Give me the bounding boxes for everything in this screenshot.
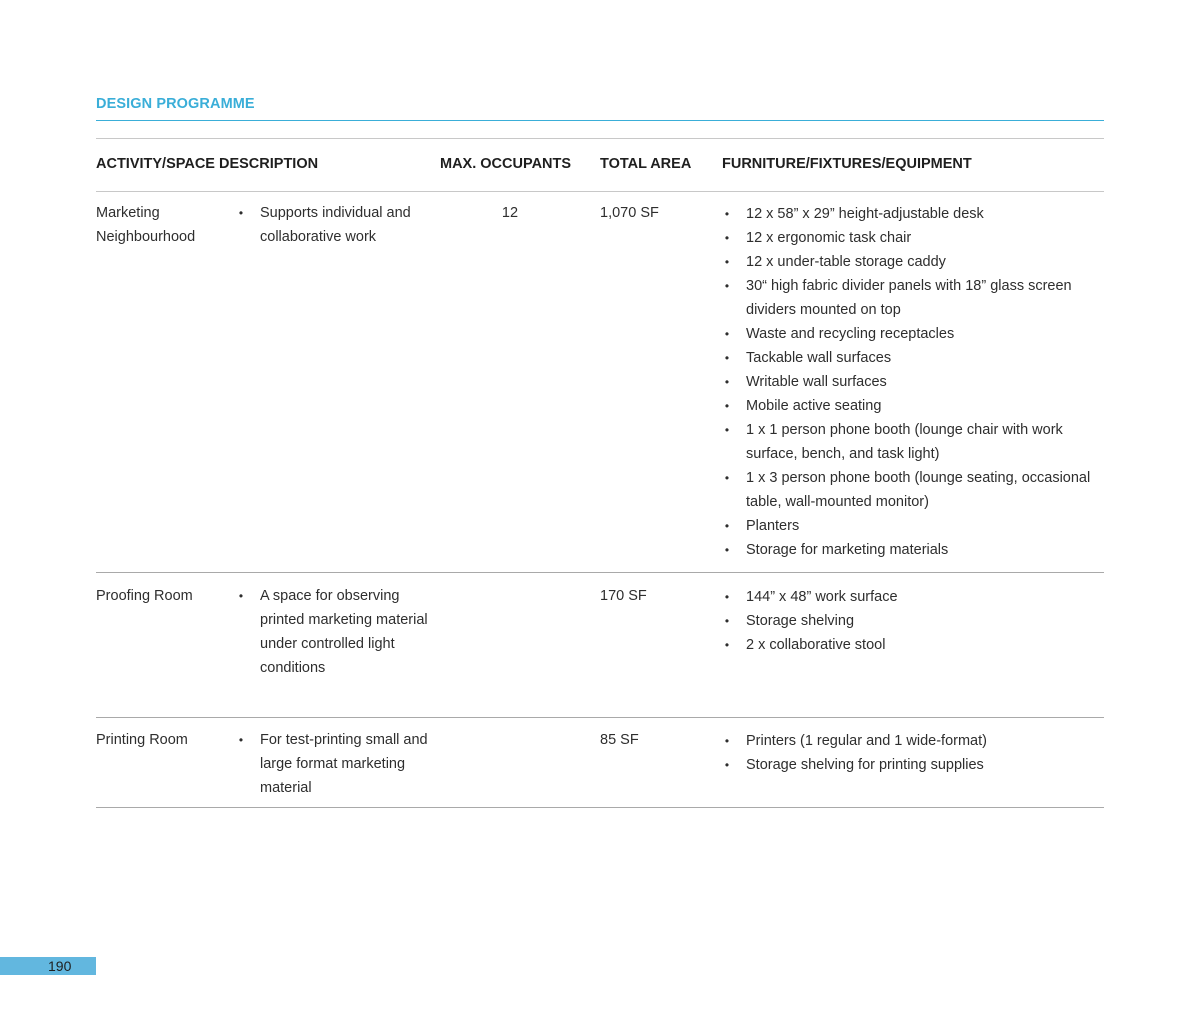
bullet-icon: • [724, 519, 730, 533]
column-header-area: TOTAL AREA [600, 156, 692, 172]
header-top-rule [96, 138, 1104, 139]
bullet-icon: • [724, 207, 730, 221]
bullet-icon: • [724, 279, 730, 293]
list-item: • Mobile active seating [746, 394, 1106, 418]
table-row [96, 191, 1104, 573]
list-item: • 12 x under-table storage caddy [746, 250, 1106, 274]
max-occupants: 12 [501, 205, 519, 221]
bullet-icon: • [724, 614, 730, 628]
column-header-equipment: FURNITURE/FIXTURES/EQUIPMENT [722, 156, 972, 172]
list-item: • 1 x 1 person phone booth (lounge chair with work surface, bench, and task light) [746, 418, 1106, 466]
list-item: • Storage shelving [746, 609, 1106, 633]
list-item: • 2 x collaborative stool [746, 633, 1106, 657]
list-item: • 144” x 48” work surface [746, 585, 1106, 609]
section-title: DESIGN PROGRAMME [96, 96, 255, 112]
space-name: Marketing Neighbourhood [96, 205, 196, 245]
equipment-list [724, 585, 1106, 657]
bullet-icon: • [724, 734, 730, 748]
list-item: • Storage for marketing materials [746, 538, 1106, 562]
bullet-icon: • [238, 206, 244, 220]
space-description: • For test-printing small and large format marketing material [260, 728, 430, 800]
page-number: 190 [48, 958, 72, 974]
space-name: Proofing Room [96, 588, 193, 604]
bullet-icon: • [238, 589, 244, 603]
column-header-activity: ACTIVITY/SPACE DESCRIPTION [96, 156, 319, 172]
table-row [96, 572, 1104, 718]
list-item: • Storage shelving for printing supplies [746, 753, 1106, 777]
equipment-list [724, 202, 1106, 562]
bullet-icon: • [724, 590, 730, 604]
list-item: • 12 x 58” x 29” height-adjustable desk [746, 202, 1106, 226]
column-header-occupants: MAX. OCCUPANTS [440, 156, 572, 172]
title-rule [96, 120, 1104, 121]
bullet-icon: • [724, 423, 730, 437]
list-item: • Planters [746, 514, 1106, 538]
bullet-icon: • [724, 399, 730, 413]
table-row [96, 718, 1104, 808]
total-area: 85 SF [600, 732, 639, 748]
bullet-icon: • [724, 255, 730, 269]
space-description: • Supports individual and collaborative work [260, 201, 438, 249]
total-area: 1,070 SF [600, 205, 659, 221]
list-item: • 30“ high fabric divider panels with 18” glass screen dividers mounted on top [746, 274, 1106, 322]
bullet-icon: • [724, 351, 730, 365]
list-item: • Tackable wall surfaces [746, 346, 1106, 370]
bullet-icon: • [238, 733, 244, 747]
space-description: • A space for observing printed marketing material under controlled light conditions [260, 584, 430, 680]
list-item: • Writable wall surfaces [746, 370, 1106, 394]
bullet-icon: • [724, 375, 730, 389]
list-item: • 12 x ergonomic task chair [746, 226, 1106, 250]
bullet-icon: • [724, 638, 730, 652]
list-item: • Waste and recycling receptacles [746, 322, 1106, 346]
bullet-icon: • [724, 543, 730, 557]
bullet-icon: • [724, 231, 730, 245]
equipment-list [724, 729, 1106, 777]
space-name: Printing Room [96, 732, 188, 748]
total-area: 170 SF [600, 588, 647, 604]
bullet-icon: • [724, 327, 730, 341]
list-item: • 1 x 3 person phone booth (lounge seating, occasional table, wall-mounted monitor) [746, 466, 1106, 514]
bullet-icon: • [724, 758, 730, 772]
list-item: • Printers (1 regular and 1 wide-format) [746, 729, 1106, 753]
bullet-icon: • [724, 471, 730, 485]
